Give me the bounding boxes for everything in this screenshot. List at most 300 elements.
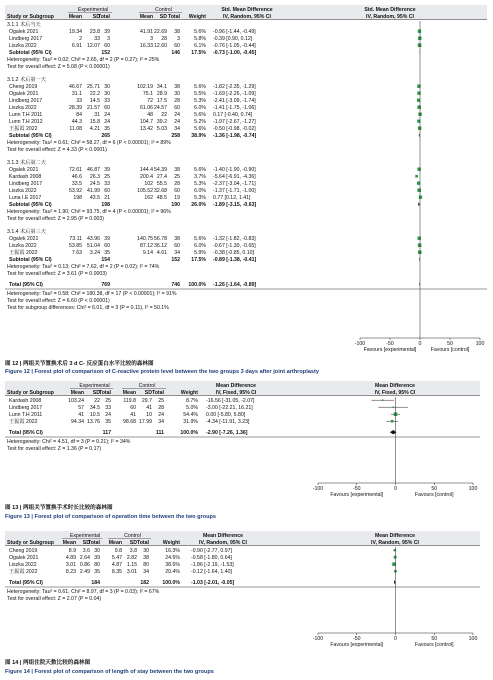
study-value: 39 xyxy=(104,236,110,242)
total-n1: 117 xyxy=(102,430,111,436)
study-ci: -3.00 [-22.21, 16.21] xyxy=(206,405,253,411)
study-value: 98.68 xyxy=(123,419,136,425)
study-value: 25 xyxy=(174,174,180,180)
study-name: Lindberg 2017 xyxy=(9,405,43,411)
study-value: 9.8 xyxy=(114,548,122,554)
col-ci: IV, Random, 95% CI xyxy=(223,14,271,20)
subtotal-n1: 154 xyxy=(101,257,110,263)
study-name: Lindberg 2017 xyxy=(9,98,43,104)
study-value: 12.60 xyxy=(154,43,167,49)
study-value: 31.1 xyxy=(71,91,82,97)
study-name: 王振霞 2022 xyxy=(9,126,38,132)
study-value: 7.63 xyxy=(71,250,82,256)
study-value: 41 xyxy=(130,412,136,418)
subtotal-ci: -1.36 [-1.98, -0.74] xyxy=(213,133,257,139)
study-value: 3 xyxy=(107,36,110,42)
study-value: 32.68 xyxy=(154,188,167,194)
subgroup-heterogeneity: Heterogeneity: Tau² = 0.13; Chi² = 7.62, df = 2 (P = 0.02); I² = 74% xyxy=(7,264,160,270)
col-1: SD xyxy=(82,540,90,546)
study-value: 8.9 xyxy=(68,548,76,554)
x-tick-label: 100 xyxy=(468,486,478,492)
study-value: 25 xyxy=(105,398,111,404)
group1-label: Experimental xyxy=(69,533,101,539)
study-value: 8.23 xyxy=(65,569,76,575)
study-value: 19 xyxy=(174,195,180,201)
study-value: 198 xyxy=(73,195,82,201)
subtotal-label: Subtotal (95% CI) xyxy=(9,202,52,208)
study-weight: 5.8% xyxy=(194,36,206,42)
total-weight: 100.0% xyxy=(180,430,198,436)
study-ci: -4.34 [-11.91, 3.23] xyxy=(206,419,250,425)
col-2: Total xyxy=(98,390,111,396)
col-1: SD xyxy=(92,390,100,396)
total-n2: 182 xyxy=(140,580,149,586)
study-value: 22.2 xyxy=(89,91,100,97)
figure-14-caption-en: Figure 14 | Forest plot of comparison of length of stay between the two groups xyxy=(5,669,214,675)
total-n1: 184 xyxy=(91,580,100,586)
study-value: 22 xyxy=(94,398,100,404)
study-weight: 6.0% xyxy=(194,188,206,194)
study-value: 4.89 xyxy=(65,555,76,561)
study-weight: 38.6% xyxy=(165,562,180,568)
study-value: 19.34 xyxy=(69,29,82,35)
study-ci: -1.69 [-2.26, -1.09] xyxy=(213,91,256,97)
study-name: Lindberg 2017 xyxy=(9,36,43,42)
study-ci: -0.67 [-1.30, -0.65] xyxy=(213,243,256,249)
study-weight: 5.9% xyxy=(194,250,206,256)
group1-label: Experimental xyxy=(79,383,110,389)
study-value: 38 xyxy=(174,236,180,242)
study-value: 24 xyxy=(104,119,110,125)
study-weight: 5.2% xyxy=(194,119,206,125)
study-weight: 5.0% xyxy=(186,405,198,411)
study-value: 30 xyxy=(104,91,110,97)
x-tick-label: -100 xyxy=(312,636,324,642)
col-plot-ci: IV, Fixed, 95% CI xyxy=(374,390,416,396)
point-estimate-square xyxy=(418,29,421,32)
subtotal-ci: -1.89 [-3.15, -0.63] xyxy=(213,202,257,208)
group1-label: Experimental xyxy=(77,7,109,13)
study-value: 41 xyxy=(146,405,152,411)
study-name: Liszka 2022 xyxy=(9,188,37,194)
subtotal-weight: 26.0% xyxy=(191,202,206,208)
study-value: 33 xyxy=(105,405,111,411)
study-name: Lunn T.H 2011 xyxy=(9,112,43,118)
study-weight: 24.6% xyxy=(165,555,180,561)
study-value: 3.8 xyxy=(129,548,137,554)
study-value: 36.12 xyxy=(154,243,167,249)
study-weight: 5.3% xyxy=(194,195,206,201)
study-value: 24.57 xyxy=(154,105,167,111)
total-label: Total (95% CI) xyxy=(9,430,43,436)
study-value: 41 xyxy=(78,412,84,418)
study-value: 48 xyxy=(147,112,153,118)
study-name: 王振霞 2022 xyxy=(9,419,38,425)
point-estimate-square xyxy=(382,399,384,401)
study-ci: -0.90 [-2.77, 0.97] xyxy=(191,548,232,554)
study-value: 3.01 xyxy=(126,569,137,575)
study-name: Lunn T.H 2012 xyxy=(9,119,43,125)
study-value: 33 xyxy=(104,181,110,187)
study-value: 73.11 xyxy=(69,236,82,242)
x-tick-label: -100 xyxy=(354,341,366,347)
study-ci: -0.76 [-1.05, -0.44] xyxy=(213,43,256,49)
x-tick-label: 100 xyxy=(475,341,485,347)
subtotal-weight: 17.5% xyxy=(191,257,206,263)
study-value: 12.07 xyxy=(87,43,100,49)
study-value: 3 xyxy=(150,36,153,42)
study-value: 30 xyxy=(104,84,110,90)
study-value: 162 xyxy=(144,195,153,201)
study-value: 35 xyxy=(104,126,110,132)
subtotal-n1: 198 xyxy=(101,202,110,208)
study-value: 5.47 xyxy=(111,555,122,561)
study-value: 80 xyxy=(94,562,100,568)
study-weight: 54.4% xyxy=(183,412,198,418)
study-value: 23.8 xyxy=(89,29,100,35)
study-value: 3.24 xyxy=(89,250,100,256)
study-value: 28.39 xyxy=(69,105,82,111)
study-value: 28.9 xyxy=(156,91,167,97)
study-value: 60 xyxy=(104,105,110,111)
study-value: 3.6 xyxy=(82,548,90,554)
study-value: 51.04 xyxy=(87,243,100,249)
study-ci: -1.86 [-2.19, -1.53] xyxy=(191,562,234,568)
study-value: 6.91 xyxy=(71,43,82,49)
study-value: 10 xyxy=(146,412,152,418)
x-tick-label: 100 xyxy=(468,636,478,642)
footnote: Test for overall effect: Z = 1.36 (P = 0.17) xyxy=(7,446,102,452)
subtotal-n2: 152 xyxy=(171,257,180,263)
study-value: 140.75 xyxy=(137,236,153,242)
study-value: 26.3 xyxy=(89,174,100,180)
col-3: Mean xyxy=(122,390,136,396)
total-n2: 746 xyxy=(171,282,180,288)
study-name: Ogalek 2021 xyxy=(9,91,39,97)
total-label: Total (95% CI) xyxy=(9,580,43,586)
study-name: Cheng 2019 xyxy=(9,548,38,554)
point-estimate-square xyxy=(417,188,421,192)
study-value: 33 xyxy=(76,98,82,104)
study-name: Luna I.E 2017 xyxy=(9,195,42,201)
total-weight: 100.0% xyxy=(188,282,206,288)
study-ci: -16.56 [-31.05, -2.07] xyxy=(206,398,255,404)
col-4: SD xyxy=(159,14,167,20)
group2-label: Control xyxy=(124,533,141,539)
study-weight: 5.6% xyxy=(194,126,206,132)
col-weight: Weight xyxy=(180,390,198,396)
effect-measure-label: Mean Difference xyxy=(202,533,244,539)
study-name: Liszka 2022 xyxy=(9,562,37,568)
study-value: 33 xyxy=(94,36,100,42)
study-ci: -1.82 [-2.35, -1.29] xyxy=(213,84,256,90)
study-value: 28 xyxy=(158,405,164,411)
col-2: Total xyxy=(87,540,100,546)
study-value: 102.19 xyxy=(137,84,153,90)
subgroup-overall-effect: Test for overall effect: Z = 5.08 (P < 0.00001) xyxy=(7,64,110,70)
point-estimate-square xyxy=(417,167,420,170)
favours-experimental-label: Favours [experimental] xyxy=(330,492,384,498)
study-value: 34.1 xyxy=(156,84,167,90)
study-ci: -0.58 [-1.80, 0.64] xyxy=(191,555,232,561)
study-value: 56.78 xyxy=(154,236,167,242)
total-label: Total (95% CI) xyxy=(9,282,43,288)
favours-experimental-label: Favours [experimental] xyxy=(363,347,417,353)
study-value: 75.1 xyxy=(142,91,153,97)
subtotal-ci: -0.89 [-1.38, -0.41] xyxy=(213,257,257,263)
study-weight: 5.6% xyxy=(194,167,206,173)
study-value: 29.7 xyxy=(141,398,152,404)
study-value: 30 xyxy=(143,548,149,554)
x-tick-label: 50 xyxy=(447,341,453,347)
study-value: 21 xyxy=(104,195,110,201)
study-value: 46.6 xyxy=(71,174,82,180)
x-tick-label: 50 xyxy=(431,636,438,642)
study-value: 33.5 xyxy=(71,181,82,187)
study-ci: 0.00 [-5.80, 5.80] xyxy=(206,412,246,418)
study-value: 13.76 xyxy=(87,419,100,425)
study-value: 9.14 xyxy=(142,250,153,256)
subtotal-diamond xyxy=(419,257,420,261)
favours-control-label: Favours [control] xyxy=(414,642,454,648)
figure-14-caption-cn: 图 14 | 两组住院天数比较的森林图 xyxy=(5,660,91,666)
col-1: SD xyxy=(92,14,100,20)
subtotal-n2: 190 xyxy=(171,202,180,208)
study-value: 2.82 xyxy=(126,555,137,561)
group2-label: Control xyxy=(155,7,172,13)
study-value: 39 xyxy=(104,167,110,173)
study-value: 60 xyxy=(174,188,180,194)
subgroup-heterogeneity: Heterogeneity: Tau² = 1.90; Chi² = 93.75, df = 4 (P < 0.00001); I² = 96% xyxy=(7,209,171,215)
study-ci: -1.32 [-1.82, -0.83] xyxy=(213,236,256,242)
study-value: 38 xyxy=(174,167,180,173)
col-study: Study or Subgroup xyxy=(7,390,54,396)
study-value: 34 xyxy=(143,569,149,575)
study-value: 144.4 xyxy=(140,167,153,173)
study-value: 35 xyxy=(105,419,111,425)
study-ci: -1.41 [-1.75, -1.06] xyxy=(213,105,256,111)
study-value: 24 xyxy=(174,112,180,118)
study-value: 60 xyxy=(104,188,110,194)
effect-measure-label: Std. Mean Difference xyxy=(221,7,273,13)
study-value: 200.4 xyxy=(140,174,153,180)
subgroup-overall-effect: Test for overall effect: Z = 3.61 (P = 0.0003) xyxy=(7,271,107,277)
study-value: 55.5 xyxy=(156,181,167,187)
study-value: 84 xyxy=(76,112,82,118)
study-value: 119.8 xyxy=(123,398,136,404)
study-value: 10.5 xyxy=(89,412,100,418)
point-estimate-square xyxy=(418,126,421,129)
study-value: 4.61 xyxy=(156,250,167,256)
study-value: 13.42 xyxy=(140,126,153,132)
study-weight: 5.3% xyxy=(194,181,206,187)
study-ci: -5.64 [-6.91, -4.36] xyxy=(213,174,256,180)
subtotal-weight: 38.9% xyxy=(191,133,206,139)
study-value: 8.35 xyxy=(111,569,122,575)
point-estimate-square xyxy=(391,420,394,423)
study-value: 38 xyxy=(174,29,180,35)
x-tick-label: -100 xyxy=(312,486,324,492)
favours-experimental-label: Favours [experimental] xyxy=(330,642,384,648)
point-estimate-square xyxy=(418,243,422,247)
study-ci: -0.38 [-0.85, 0.10] xyxy=(213,250,254,256)
study-value: 102 xyxy=(144,181,153,187)
point-estimate-square xyxy=(417,99,420,102)
study-weight: 20.4% xyxy=(165,569,180,575)
study-value: 44.3 xyxy=(71,119,82,125)
subgroup-heterogeneity: Heterogeneity: Tau² = 0.61; Chi² = 58.27, df = 6 (P < 0.00001); I² = 89% xyxy=(7,140,171,146)
study-value: 22 xyxy=(161,112,167,118)
study-value: 25 xyxy=(158,398,164,404)
study-value: 3 xyxy=(177,36,180,42)
study-value: 87.12 xyxy=(140,243,153,249)
study-name: Liszka 2022 xyxy=(9,243,37,249)
col-5: Total xyxy=(151,390,164,396)
study-weight: 5.5% xyxy=(194,91,206,97)
footnote: Test for subgroup differences: Chi² = 6.01, df = 3 (P = 0.11), I² = 50.1% xyxy=(7,305,169,311)
study-weight: 5.6% xyxy=(194,112,206,118)
study-ci: -2.41 [-3.09, -1.74] xyxy=(213,98,256,104)
subtotal-diamond xyxy=(419,133,420,137)
col-weight: Weight xyxy=(188,14,206,20)
figure-13-caption-en: Figure 13 | Forest plot of comparison of operation time between the two groups xyxy=(5,514,217,520)
study-value: 39.2 xyxy=(156,119,167,125)
col-plot-ci: IV, Random, 95% CI xyxy=(366,14,414,20)
study-value: 46.87 xyxy=(87,167,100,173)
study-weight: 6.0% xyxy=(194,105,206,111)
study-value: 38 xyxy=(174,84,180,90)
group2-label: Control xyxy=(138,383,156,389)
figure-12-caption-en: Figure 12 | Forest plot of comparison of C-reactive protein level between the two groups 3 days after joint arthroplasty xyxy=(5,369,319,375)
study-ci: -0.39 [0.90, 0.12] xyxy=(213,36,253,42)
study-value: 43.5 xyxy=(89,195,100,201)
study-value: 3.01 xyxy=(65,562,76,568)
subtotal-n2: 146 xyxy=(171,50,180,56)
study-value: 53.92 xyxy=(69,188,82,194)
subgroup-title: 3.1.2 术后第一天 xyxy=(7,77,46,83)
col-4: SD xyxy=(144,390,152,396)
study-ci: -2.37 [-3.04, -1.71] xyxy=(213,181,256,187)
col-3: Mean xyxy=(139,14,153,20)
study-value: 5.03 xyxy=(156,126,167,132)
study-value: 34 xyxy=(174,126,180,132)
study-value: 16.33 xyxy=(140,43,153,49)
study-value: 60 xyxy=(104,43,110,49)
study-weight: 16.3% xyxy=(165,548,180,554)
study-name: Ogalek 2021 xyxy=(9,167,39,173)
study-value: 15.8 xyxy=(89,119,100,125)
col-plot-ci: IV, Random, 95% CI xyxy=(371,540,419,546)
point-estimate-square xyxy=(417,105,421,109)
study-value: 27.4 xyxy=(156,174,167,180)
study-value: 61.06 xyxy=(140,105,153,111)
study-weight: 8.7% xyxy=(186,398,198,404)
point-estimate-square xyxy=(419,196,422,199)
study-name: Liszka 2022 xyxy=(9,43,37,49)
study-value: 34 xyxy=(158,419,164,425)
study-value: 80 xyxy=(143,562,149,568)
study-value: 104.7 xyxy=(140,119,153,125)
study-value: 25 xyxy=(104,174,110,180)
footnote: Heterogeneity: Tau² = 0.58; Chi² = 180.38, df = 17 (P < 0.00001); I² = 91% xyxy=(7,291,177,297)
subtotal-label: Subtotal (95% CI) xyxy=(9,50,52,56)
x-tick-label: 0 xyxy=(418,341,422,347)
point-estimate-square xyxy=(394,556,397,559)
point-estimate-square xyxy=(415,175,418,178)
study-value: 35 xyxy=(94,569,100,575)
col-0: Mean xyxy=(68,14,82,20)
study-weight: 5.3% xyxy=(194,98,206,104)
study-ci: 0.77 [0.12, 1.41] xyxy=(213,195,251,201)
study-value: 72 xyxy=(147,98,153,104)
x-tick-label: -50 xyxy=(353,486,361,492)
study-value: 60 xyxy=(130,405,136,411)
study-name: Lindberg 2017 xyxy=(9,181,43,187)
study-value: 60 xyxy=(174,243,180,249)
study-value: 105.52 xyxy=(137,188,153,194)
point-estimate-square xyxy=(417,182,420,185)
study-value: 35 xyxy=(104,250,110,256)
study-value: 34 xyxy=(174,250,180,256)
study-value: 28 xyxy=(161,36,167,42)
subtotal-label: Subtotal (95% CI) xyxy=(9,133,52,139)
total-diamond xyxy=(394,580,396,584)
subtotal-ci: -0.73 [-1.00, -0.45] xyxy=(213,50,257,56)
study-value: 60 xyxy=(104,243,110,249)
study-value: 34.5 xyxy=(89,405,100,411)
subgroup-heterogeneity: Heterogeneity: Tau² = 0.02; Chi² = 2.65, df = 2 (P = 0.27); I² = 25% xyxy=(7,57,160,63)
x-tick-label: -50 xyxy=(353,636,361,642)
col-weight: Weight xyxy=(162,540,180,546)
point-estimate-square xyxy=(418,43,422,47)
x-tick-label: -50 xyxy=(386,341,394,347)
total-n1: 769 xyxy=(101,282,110,288)
study-value: 24 xyxy=(158,412,164,418)
total-weight: 100.0% xyxy=(162,580,180,586)
study-ci: -0.12 [-1.64, 1.40] xyxy=(191,569,232,575)
study-value: 2.49 xyxy=(79,569,90,575)
col-study: Study or Subgroup xyxy=(7,14,54,20)
study-value: 39 xyxy=(94,555,100,561)
study-value: 103.24 xyxy=(68,398,84,404)
footnote: Heterogeneity: Tau² = 0.61; Chi² = 8.97, df = 3 (P = 0.03); I² = 67% xyxy=(7,589,160,595)
col-5: Total xyxy=(167,14,180,20)
study-name: 王振霞 2022 xyxy=(9,250,38,256)
study-value: 48.5 xyxy=(156,195,167,201)
study-value: 53.85 xyxy=(69,243,82,249)
total-ci: -1.03 [-2.01, -0.05] xyxy=(191,580,235,586)
total-ci: -2.90 [-7.26, 1.36] xyxy=(206,430,248,436)
point-estimate-square xyxy=(418,236,421,239)
footnote: Test for overall effect: Z = 2.07 (P = 0.04) xyxy=(7,596,102,602)
study-value: 22.69 xyxy=(154,29,167,35)
study-value: 60 xyxy=(174,105,180,111)
study-value: 0.86 xyxy=(79,562,90,568)
study-value: 28 xyxy=(174,98,180,104)
favours-control-label: Favours [control] xyxy=(430,347,470,353)
footnote: Heterogeneity: Chi² = 4.51, df = 3 (P = 0.21); I² = 34% xyxy=(7,439,131,445)
study-value: 41.91 xyxy=(140,29,153,35)
study-weight: 6.1% xyxy=(194,43,206,49)
study-weight: 3.7% xyxy=(194,174,206,180)
study-ci: -0.96 [-1.44, -0.49] xyxy=(213,29,256,35)
study-ci: -1.40 [-1.90, -0.90] xyxy=(213,167,256,173)
subtotal-diamond xyxy=(418,202,420,206)
plot-measure-label: Mean Difference xyxy=(374,383,416,389)
study-value: 57 xyxy=(78,405,84,411)
study-value: 30 xyxy=(174,91,180,97)
study-value: 31 xyxy=(94,112,100,118)
